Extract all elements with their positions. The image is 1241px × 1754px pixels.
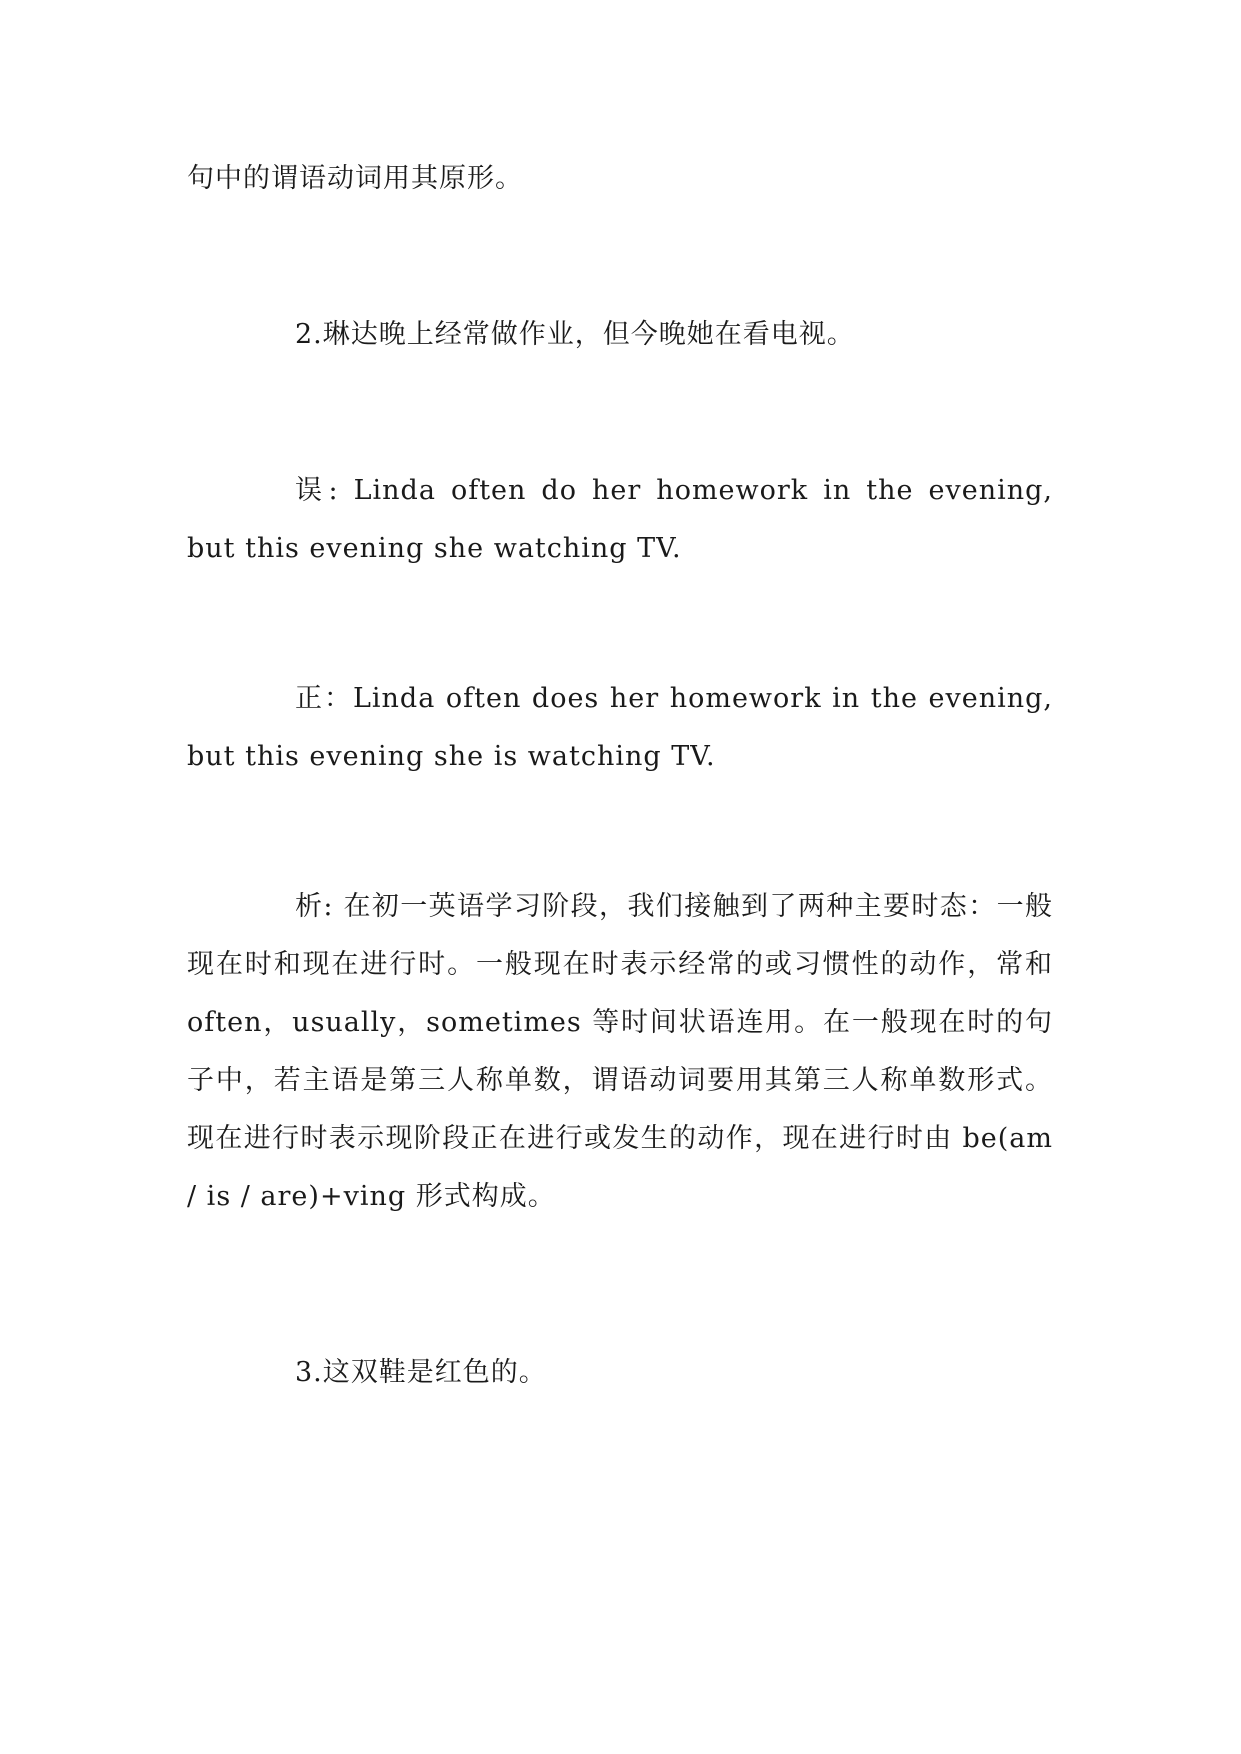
- item-2-heading: 2.琳达晚上经常做作业，但今晚她在看电视。: [295, 319, 855, 350]
- item-2-correct-sentence: 正：Linda often does her homework in the evening, but this evening she is watching TV.: [187, 683, 1053, 772]
- item-3-heading: 3.这双鞋是红色的。: [295, 1357, 547, 1388]
- item-2-wrong-sentence: 误: Linda often do her homework in the evening, but this evening she watching TV.: [187, 475, 1053, 564]
- continuation-paragraph: 句中的谓语动词用其原形。: [187, 163, 523, 194]
- item-2-analysis-paragraph: 析: 在初一英语学习阶段，我们接触到了两种主要时态：一般现在时和现在进行时。一般现在时表示经常的或习惯性的动作，常和 often，usually，sometimes 等时间状语连用。在一般现在时的句子中，若主语是第三人称单数，谓语动词要用其第三人称单数形式。现在进行时表示现阶段正在进行或发生的动作，现在进行时由 be(am / is / are)+ving 形式构成。: [187, 891, 1053, 1212]
